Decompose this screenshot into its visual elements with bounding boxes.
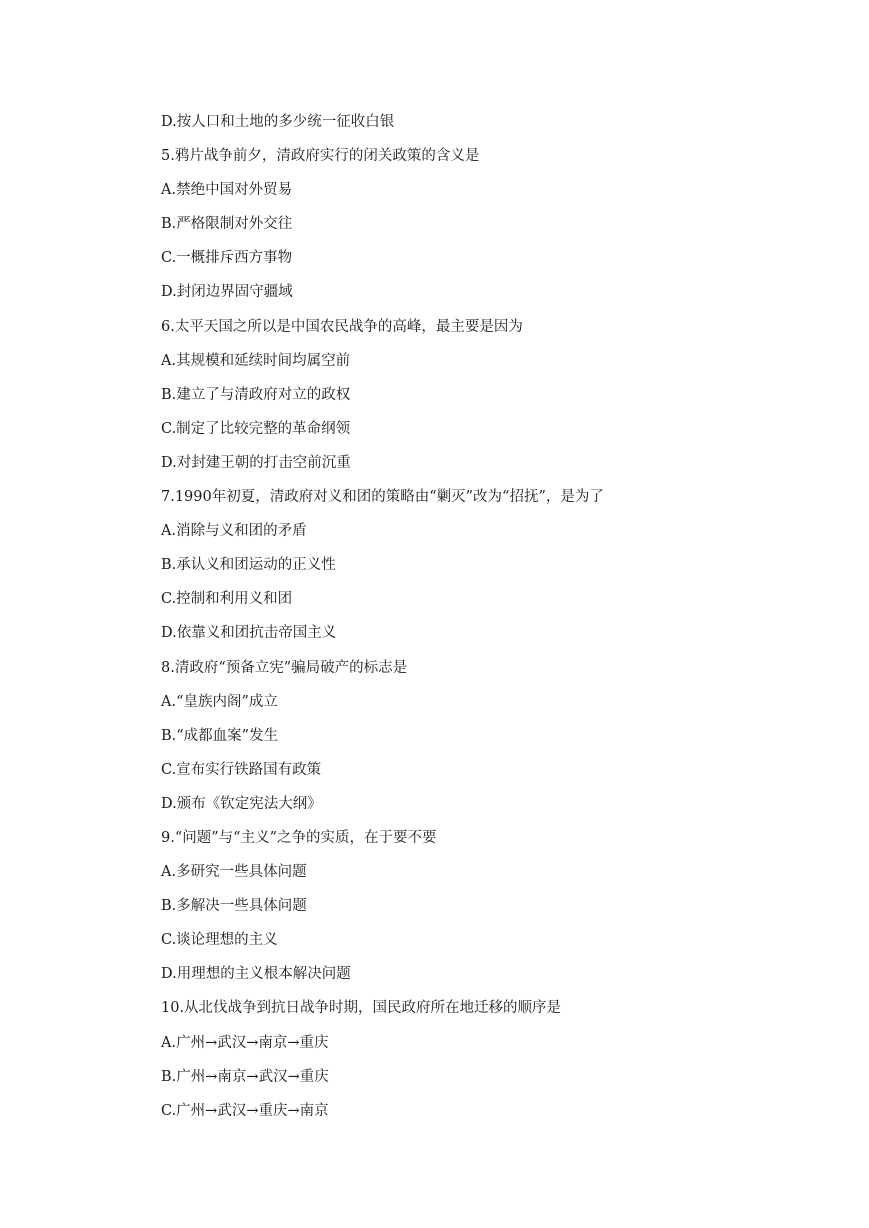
option-line: D.按人口和土地的多少统一征收白银: [161, 114, 395, 130]
option-line: D.颁布《钦定宪法大纲》: [161, 795, 322, 812]
option-line: D.依靠义和团抗击帝国主义: [161, 625, 337, 642]
question-line: 7.1990年初夏，清政府对义和团的策略由“剿灭”改为“招抚”，是为了: [161, 489, 604, 506]
option-line: C.宣布实行铁路国有政策: [161, 761, 322, 778]
option-line: C.制定了比较完整的革命纲领: [161, 420, 351, 437]
option-line: B.严格限制对外交往: [161, 216, 293, 233]
question-line: 6.太平天国之所以是中国农民战争的高峰，最主要是因为: [161, 318, 523, 335]
option-line: D.对封建王朝的打击空前沉重: [161, 454, 351, 471]
question-line: 5.鸦片战争前夕，清政府实行的闭关政策的含义是: [161, 148, 480, 165]
option-line: B.广州→南京→武汉→重庆: [161, 1068, 329, 1085]
option-line: A.其规模和延续时间均属空前: [161, 352, 351, 369]
option-line: B.“成都血案”发生: [161, 727, 279, 744]
question-line: 9.“问题”与“主义”之争的实质，在于要不要: [161, 829, 437, 846]
option-line: B.多解决一些具体问题: [161, 898, 307, 915]
option-line: C.谈论理想的主义: [161, 932, 278, 949]
option-line: C.广州→武汉→重庆→南京: [161, 1102, 329, 1119]
option-line: D.封闭边界固守疆域: [161, 284, 293, 301]
option-line: D.用理想的主义根本解决问题: [161, 966, 351, 983]
option-line: A.广州→武汉→南京→重庆: [161, 1034, 329, 1051]
option-line: A.“皇族内阁”成立: [161, 693, 278, 710]
option-line: B.建立了与清政府对立的政权: [161, 386, 351, 403]
option-line: B.承认义和团运动的正义性: [161, 557, 336, 574]
option-line: A.消除与义和团的矛盾: [161, 523, 307, 540]
option-line: C.一概排斥西方事物: [161, 250, 293, 267]
option-line: A.多研究一些具体问题: [161, 864, 307, 881]
question-line: 10.从北伐战争到抗日战争时期，国民政府所在地迁移的顺序是: [161, 1000, 562, 1017]
option-line: C.控制和利用义和团: [161, 591, 293, 608]
option-line: A.禁绝中国对外贸易: [161, 182, 293, 199]
question-text-block: [161, 111, 821, 1134]
question-line: 8.清政府“预备立宪”骗局破产的标志是: [161, 659, 408, 676]
